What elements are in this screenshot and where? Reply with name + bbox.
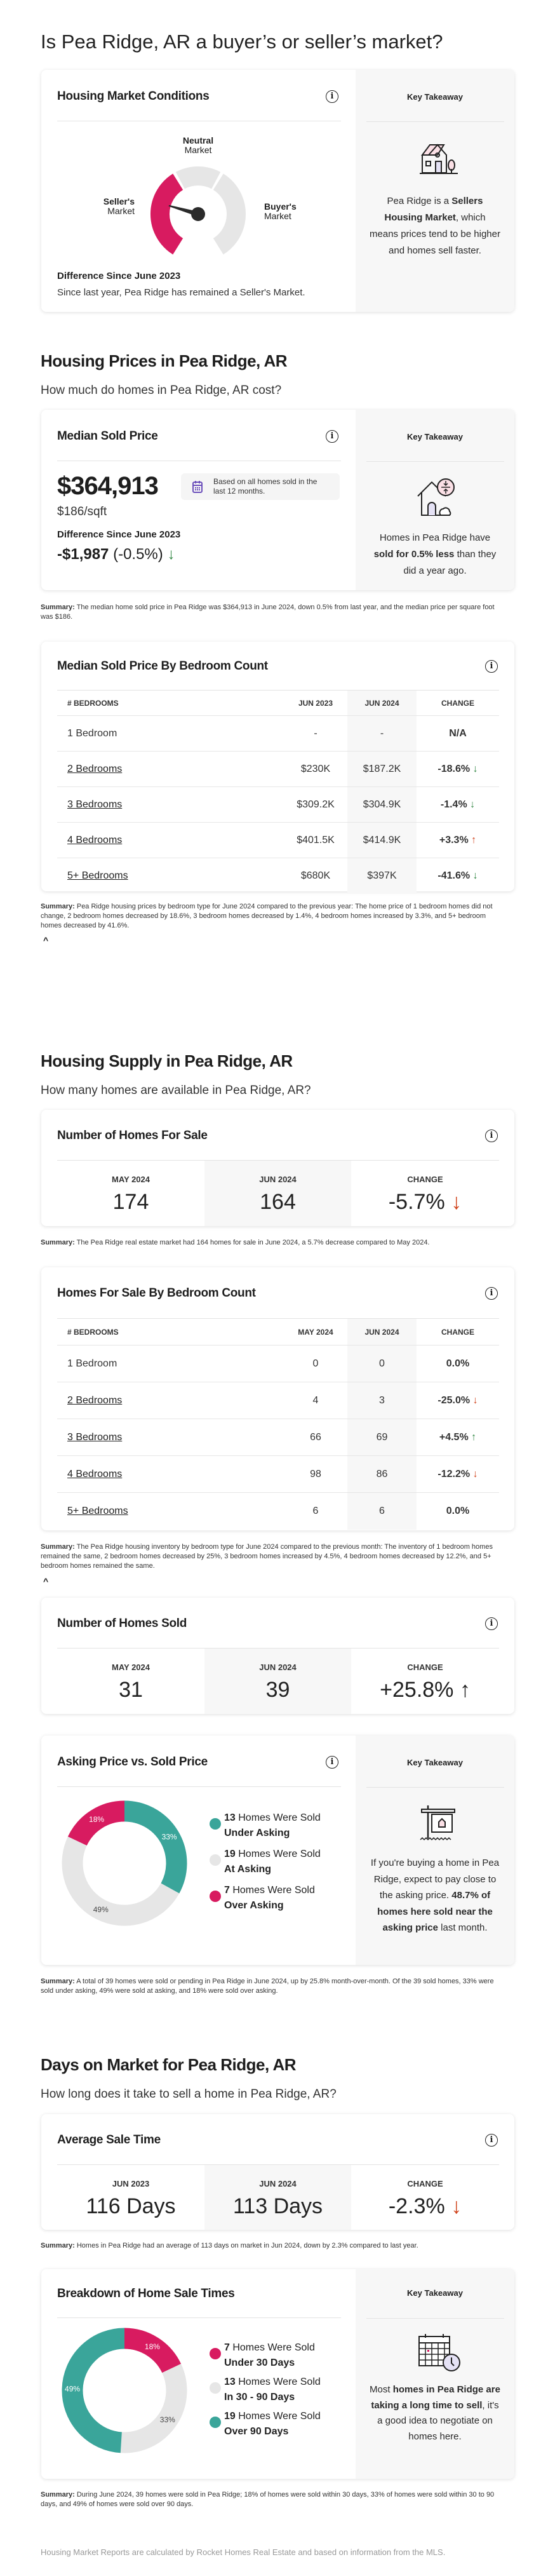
info-icon[interactable]: i [485, 1617, 498, 1630]
key-takeaway-label: Key Takeaway [407, 432, 463, 442]
change-text: -1.4% [440, 799, 467, 810]
label-line: Seller's [103, 196, 135, 206]
legend-dot [210, 2382, 221, 2394]
key-takeaway-text [370, 193, 500, 259]
gauge-segment-seller [160, 182, 178, 246]
column-header: MAY 2024 [298, 1327, 333, 1337]
summary-text: Pea Ridge housing prices by bedroom type for June 2024 compared to the previous year: The home price of 1 bedroom homes did not change, 2 bedroom homes decreased by 18.6%, 3 bedroom homes decreased by 1.4%, 4 bedroom homes increased by 3.3%, and 5+ bedroom homes decreased by 41.6%. [41, 903, 493, 929]
change-text: -18.6% [437, 763, 471, 774]
price-by-bedroom-card [41, 642, 514, 891]
stats-row [57, 1648, 499, 1714]
difference-label: Difference Since June 2023 [57, 529, 181, 540]
summary-label: Summary: [41, 1543, 75, 1551]
data-basis-badge [181, 473, 340, 500]
summary [41, 902, 498, 931]
legend-dot [210, 2348, 221, 2359]
card-title: Median Sold Price [57, 429, 158, 443]
change-value [417, 1419, 499, 1455]
label-line: Market [264, 211, 291, 221]
stat-value: 164 [260, 1190, 296, 1214]
curr-value: 3 [347, 1382, 417, 1419]
change-value [417, 858, 499, 894]
divider [366, 2318, 504, 2319]
curr-value: $187.2K [347, 752, 417, 786]
arrow-down-icon: ↓ [470, 799, 476, 810]
bedroom-link-cell [57, 1493, 284, 1530]
stat-prev [57, 1161, 204, 1226]
price-per-sqft: $186/sqft [57, 505, 107, 518]
category: Under 30 Days [224, 2357, 295, 2368]
table-row [57, 1345, 499, 1382]
arrow-down-icon: ↓ [167, 546, 175, 563]
category: At Asking [224, 1864, 272, 1875]
change-text: 0.0% [446, 1506, 470, 1516]
change-text: +3.3% [439, 834, 469, 846]
text: , it's a good idea to negotiate on homes here. [377, 2399, 499, 2442]
count: 19 [224, 2411, 236, 2422]
card-title: Number of Homes Sold [57, 1617, 187, 1630]
key-takeaway-panel [356, 410, 514, 590]
prev-value: 4 [312, 1394, 319, 1406]
change-value [417, 1493, 499, 1530]
table-row [57, 1493, 499, 1530]
bedroom-link[interactable]: 2 Bedrooms [67, 763, 123, 774]
table-header [57, 1319, 499, 1345]
card-title: Asking Price vs. Sold Price [57, 1755, 208, 1769]
section-heading: Housing Supply in Pea Ridge, AR [41, 1051, 293, 1070]
summary [41, 1238, 498, 1248]
prev-value: $401.5K [297, 834, 335, 846]
column-header: CHANGE [441, 698, 474, 708]
stat-curr [204, 2165, 351, 2230]
text: Homes Were Sold [235, 1812, 321, 1823]
market-conditions-card [41, 70, 514, 312]
bedroom-link-cell [57, 858, 284, 894]
category: Under Asking [224, 1828, 290, 1838]
arrow-up-icon: ↑ [471, 834, 477, 846]
curr-value: 6 [347, 1493, 417, 1530]
change-text: +4.5% [439, 1431, 469, 1443]
text: , which means prices tend to be higher and homes sell faster. [370, 212, 500, 256]
house-icon [418, 141, 459, 175]
divider [366, 461, 504, 462]
legend-text [224, 1811, 321, 1841]
bedroom-link-cell [57, 1419, 284, 1455]
bedroom-label: 1 Bedroom [67, 1358, 117, 1369]
gauge-hub [191, 207, 205, 221]
market-gauge [135, 151, 262, 278]
difference-amount: -$1,987 [57, 546, 109, 563]
stat-curr [204, 1161, 351, 1226]
summary-label: Summary: [41, 1239, 75, 1246]
bedroom-link-cell [57, 1456, 284, 1492]
summary-text: The Pea Ridge housing inventory by bedroom type for June 2024 compared to the previous month: The inventory of 1 bedroom homes remained the same, 2 bedroom homes decreased by 25%, 3 bedroom homes increased by 4.5%, 4 bedroom homes decreased by 12.2%, and 5+ bedroom homes remained the same. [41, 1543, 493, 1570]
average-sale-time-card [41, 2114, 514, 2230]
donut-slice [72, 2338, 124, 2443]
bedroom-link-cell [57, 787, 284, 822]
text-bold: 48.7% of homes here sold near the asking price [377, 1890, 493, 1933]
card-title: Homes For Sale By Bedroom Count [57, 1286, 256, 1300]
text: last month. [438, 1922, 488, 1933]
label-line: Buyer's [264, 201, 297, 212]
collapse-toggle[interactable]: ^ [43, 1576, 49, 1586]
change-value [417, 1456, 499, 1492]
key-takeaway-panel [356, 70, 514, 312]
stat-value [351, 1190, 499, 1215]
legend-text [224, 1847, 321, 1877]
difference-value [57, 546, 175, 563]
prev-value: $309.2K [297, 799, 335, 810]
donut-slice-label: 33% [159, 2415, 175, 2425]
info-icon[interactable]: i [485, 2134, 498, 2147]
donut-slice-label: 33% [161, 1832, 177, 1842]
section-subheading: How many homes are available in Pea Ridge, AR? [41, 1084, 311, 1097]
count: 19 [224, 1849, 236, 1859]
stat-change [351, 2165, 499, 2230]
bedroom-link[interactable]: 4 Bedrooms [67, 1468, 123, 1480]
divider [366, 1787, 504, 1788]
section-subheading: How much do homes in Pea Ridge, AR cost? [41, 384, 282, 397]
count: 13 [224, 2377, 236, 2387]
difference-text: Since last year, Pea Ridge has remained a Seller's Market. [57, 287, 305, 298]
legend-dot [210, 1854, 221, 1866]
change-value [417, 787, 499, 822]
stat-value [351, 1678, 499, 1703]
gauge-label-buyer [264, 202, 315, 221]
summary [41, 2241, 498, 2251]
curr-value: 69 [347, 1419, 417, 1455]
section-heading: Housing Prices in Pea Ridge, AR [41, 351, 288, 370]
stat-change [351, 1161, 499, 1226]
category: In 30 - 90 Days [224, 2392, 295, 2403]
sale-times-donut-chart [55, 2321, 194, 2460]
summary-label: Summary: [41, 2491, 75, 2498]
change-text: -2.3% [388, 2194, 445, 2218]
key-takeaway-text [370, 530, 500, 579]
homes-sold-card [41, 1598, 514, 1714]
legend-dot [210, 1818, 221, 1830]
arrow-up-icon: ↑ [471, 1431, 477, 1443]
for-sale-sign-icon [418, 1803, 457, 1842]
table-row [57, 823, 499, 858]
card-title: Average Sale Time [57, 2133, 161, 2147]
bedroom-link[interactable]: 3 Bedrooms [67, 799, 123, 810]
arrow-up-icon: ↑ [459, 1678, 471, 1702]
legend-text [224, 1883, 315, 1913]
text-bold: Sellers Housing Market [384, 196, 483, 223]
table-row [57, 1419, 499, 1456]
text: Pea Ridge is a [387, 196, 452, 206]
bedroom-link[interactable]: 4 Bedrooms [67, 834, 123, 846]
change-text: -5.7% [388, 1190, 445, 1214]
text: Homes Were Sold [235, 2377, 321, 2387]
table-row [57, 1382, 499, 1419]
stat-curr [204, 1649, 351, 1714]
key-takeaway-label: Key Takeaway [407, 2288, 463, 2298]
column-header: # BEDROOMS [67, 1327, 119, 1337]
price-by-bedroom-table [57, 690, 499, 894]
stat-value: 31 [119, 1678, 143, 1702]
info-icon[interactable]: i [326, 90, 338, 103]
text-bold: homes in Pea Ridge are taking a long time to sell [371, 2384, 500, 2411]
table-header [57, 691, 499, 716]
prev-value: $230K [300, 763, 331, 774]
legend-text [224, 2375, 321, 2405]
divider [366, 121, 504, 122]
bedroom-link-cell [57, 1382, 284, 1419]
info-icon[interactable]: i [485, 1130, 498, 1142]
donut-slice-label: 49% [65, 2384, 81, 2394]
bedroom-link[interactable]: 5+ Bedrooms [67, 1506, 128, 1516]
text: Homes Were Sold [235, 1849, 321, 1859]
median-price: $364,913 [57, 472, 158, 500]
key-takeaway-panel [356, 2269, 514, 2479]
legend-dot [210, 2417, 221, 2428]
donut-slice [124, 1811, 177, 1889]
summary-text: Homes in Pea Ridge had an average of 113 days on market in Jun 2024, down by 2.3% compared to last year. [74, 2242, 418, 2249]
curr-value: $397K [347, 858, 417, 894]
change-value [417, 1345, 499, 1382]
arrow-down-icon: ↓ [472, 763, 478, 774]
change-text: -12.2% [437, 1468, 471, 1480]
category: Over Asking [224, 1900, 284, 1911]
table-row [57, 752, 499, 787]
key-takeaway-panel [356, 1736, 514, 1965]
calendar-icon [192, 480, 203, 493]
section-subheading: How long does it take to sell a home in Pea Ridge, AR? [41, 2087, 337, 2101]
bedroom-link-cell [57, 752, 284, 786]
count: 13 [224, 1812, 236, 1823]
summary-text: A total of 39 homes were sold or pending in Pea Ridge in June 2024, up by 25.8% month-over-month. Of the 39 sold homes, 33% were sold under asking, 49% were sold at asking, and 18% were sold over asking. [41, 1978, 494, 1995]
label-line: Market [184, 145, 212, 155]
summary [41, 1542, 498, 1571]
key-takeaway-label: Key Takeaway [407, 92, 463, 102]
card-title: Housing Market Conditions [57, 90, 210, 103]
curr-value: 0 [347, 1345, 417, 1382]
change-text: 0.0% [446, 1358, 470, 1369]
column-header: JUN 2023 [298, 698, 333, 708]
stat-change [351, 1649, 499, 1714]
stat-label: MAY 2024 [112, 1662, 150, 1672]
info-icon[interactable]: i [326, 430, 338, 443]
change-value [417, 823, 499, 858]
summary-label: Summary: [41, 1978, 75, 1985]
column-header: CHANGE [441, 1327, 474, 1337]
collapse-toggle[interactable]: ^ [43, 935, 49, 945]
stat-label: CHANGE [407, 1175, 443, 1184]
stat-value: 113 Days [232, 2194, 323, 2218]
asking-vs-sold-card [41, 1736, 514, 1965]
curr-value: $304.9K [347, 787, 417, 822]
text: Homes in Pea Ridge have [379, 532, 491, 543]
stat-label: CHANGE [407, 2179, 443, 2188]
arrow-down-icon: ↓ [451, 2194, 462, 2218]
card-title: Number of Homes For Sale [57, 1129, 208, 1142]
stat-label: CHANGE [407, 1662, 443, 1672]
summary-text: The Pea Ridge real estate market had 164 homes for sale in June 2024, a 5.7% decrease compared to May 2024. [74, 1239, 430, 1246]
info-icon[interactable]: i [326, 1756, 338, 1769]
stat-value: 174 [112, 1190, 149, 1214]
count: 7 [224, 1885, 230, 1896]
stat-value [351, 2194, 499, 2219]
arrow-down-icon: ↓ [472, 870, 478, 881]
donut-slice-label: 18% [89, 1814, 105, 1824]
legend-text [224, 2409, 321, 2439]
change-value [417, 716, 499, 751]
asking-price-donut-chart [55, 1793, 194, 1933]
key-takeaway-text [370, 1855, 500, 1936]
house-price-icon [415, 477, 457, 518]
summary-label: Summary: [41, 2242, 75, 2249]
section-heading: Days on Market for Pea Ridge, AR [41, 2055, 297, 2074]
prev-value: 6 [312, 1506, 319, 1516]
count: 7 [224, 2342, 230, 2353]
stat-label: JUN 2024 [259, 2179, 297, 2188]
footer-disclaimer: Housing Market Reports are calculated by Rocket Homes Real Estate and based on information from the MLS. [41, 2547, 446, 2557]
stat-prev [57, 1649, 204, 1714]
legend-text [224, 2340, 315, 2371]
curr-value: $414.9K [347, 823, 417, 858]
summary [41, 1977, 498, 1996]
difference-percent: (-0.5%) [113, 546, 163, 563]
prev-value: $680K [300, 870, 331, 881]
homes-for-sale-card [41, 1110, 514, 1226]
donut-slice [121, 2368, 177, 2443]
prev-value: - [314, 727, 317, 739]
label-line: Neutral [182, 135, 214, 145]
bedroom-link-cell [57, 823, 284, 858]
difference-label: Difference Since June 2023 [57, 271, 181, 281]
stat-label: MAY 2024 [112, 1175, 150, 1184]
stats-row [57, 2164, 499, 2230]
table-row [57, 787, 499, 823]
column-header: # BEDROOMS [67, 698, 119, 708]
summary-text: The median home sold price in Pea Ridge was $364,913 in June 2024, down 0.5% from last year, and the median price per square foot was $186. [41, 604, 495, 621]
stat-value: 116 Days [86, 2194, 176, 2218]
change-value [417, 1382, 499, 1419]
change-value [417, 752, 499, 786]
change-text: N/A [449, 727, 467, 739]
text: Homes Were Sold [229, 1885, 315, 1896]
stats-row [57, 1160, 499, 1226]
summary-label: Summary: [41, 903, 75, 910]
donut-slice-label: 49% [93, 1905, 109, 1915]
stat-label: JUN 2024 [259, 1662, 297, 1672]
change-text: +25.8% [380, 1678, 454, 1702]
text: Homes Were Sold [229, 2342, 315, 2353]
prev-value: 0 [312, 1358, 319, 1369]
median-sold-price-card [41, 410, 514, 590]
calendar-clock-icon [418, 2333, 461, 2372]
info-icon[interactable]: i [485, 1287, 498, 1300]
text: Most [370, 2384, 393, 2395]
text: than they did a year ago. [403, 549, 497, 576]
divider [57, 1786, 341, 1787]
sale-times-breakdown-card [41, 2269, 514, 2479]
stat-label: JUN 2024 [259, 1175, 297, 1184]
summary-label: Summary: [41, 604, 75, 611]
key-takeaway-label: Key Takeaway [407, 1758, 463, 1767]
badge-text: Based on all homes sold in the last 12 months. [213, 477, 317, 496]
stat-value: 39 [265, 1678, 290, 1702]
curr-value: - [347, 716, 417, 751]
change-text: -25.0% [437, 1394, 471, 1406]
card-title: Breakdown of Home Sale Times [57, 2287, 235, 2300]
table-row [57, 858, 499, 894]
info-icon[interactable]: i [485, 660, 498, 673]
divider [57, 2317, 341, 2318]
bedroom-label: 1 Bedroom [67, 727, 117, 739]
legend-dot [210, 1891, 221, 1902]
donut-slice-label: 18% [144, 2342, 160, 2351]
change-text: -41.6% [437, 870, 471, 881]
inventory-by-bedroom-table [57, 1318, 499, 1530]
text: Homes Were Sold [235, 2411, 321, 2422]
bedroom-link[interactable]: 3 Bedrooms [67, 1431, 123, 1443]
gauge-label-seller [84, 197, 135, 216]
summary [41, 2490, 498, 2509]
arrow-down-icon: ↓ [451, 1190, 462, 1214]
column-header: JUN 2024 [347, 1319, 417, 1345]
arrow-down-icon: ↓ [472, 1394, 478, 1406]
text: If you're buying a home in Pea Ridge, expect to pay close to the asking price. [370, 1858, 500, 1901]
stat-prev [57, 2165, 204, 2230]
curr-value: 86 [347, 1456, 417, 1492]
card-title: Median Sold Price By Bedroom Count [57, 659, 268, 673]
page-title: Is Pea Ridge, AR a buyer’s or seller’s market? [41, 30, 443, 53]
category: Over 90 Days [224, 2426, 289, 2437]
prev-value: 98 [310, 1468, 321, 1480]
table-row [57, 1456, 499, 1493]
prev-value: 66 [310, 1431, 321, 1443]
label-line: Market [107, 206, 135, 216]
arrow-down-icon: ↓ [472, 1468, 478, 1480]
gauge-segment-buyer [218, 182, 236, 246]
key-takeaway-text [370, 2382, 500, 2445]
table-row [57, 716, 499, 752]
summary [41, 603, 498, 622]
bedroom-link[interactable]: 2 Bedrooms [67, 1394, 123, 1406]
stat-label: JUN 2023 [112, 2179, 150, 2188]
text-bold: sold for 0.5% less [373, 549, 455, 560]
column-header: JUN 2024 [347, 691, 417, 715]
donut-slice [72, 1841, 170, 1915]
inventory-by-bedroom-card [41, 1267, 514, 1530]
bedroom-link[interactable]: 5+ Bedrooms [67, 870, 128, 881]
gauge-segment-neutral [180, 176, 216, 180]
summary-text: During June 2024, 39 homes were sold in Pea Ridge; 18% of homes were sold within 30 days, 33% of homes were sold within 30 to 90 days, and 49% of homes were sold over 90 days. [41, 2491, 495, 2508]
